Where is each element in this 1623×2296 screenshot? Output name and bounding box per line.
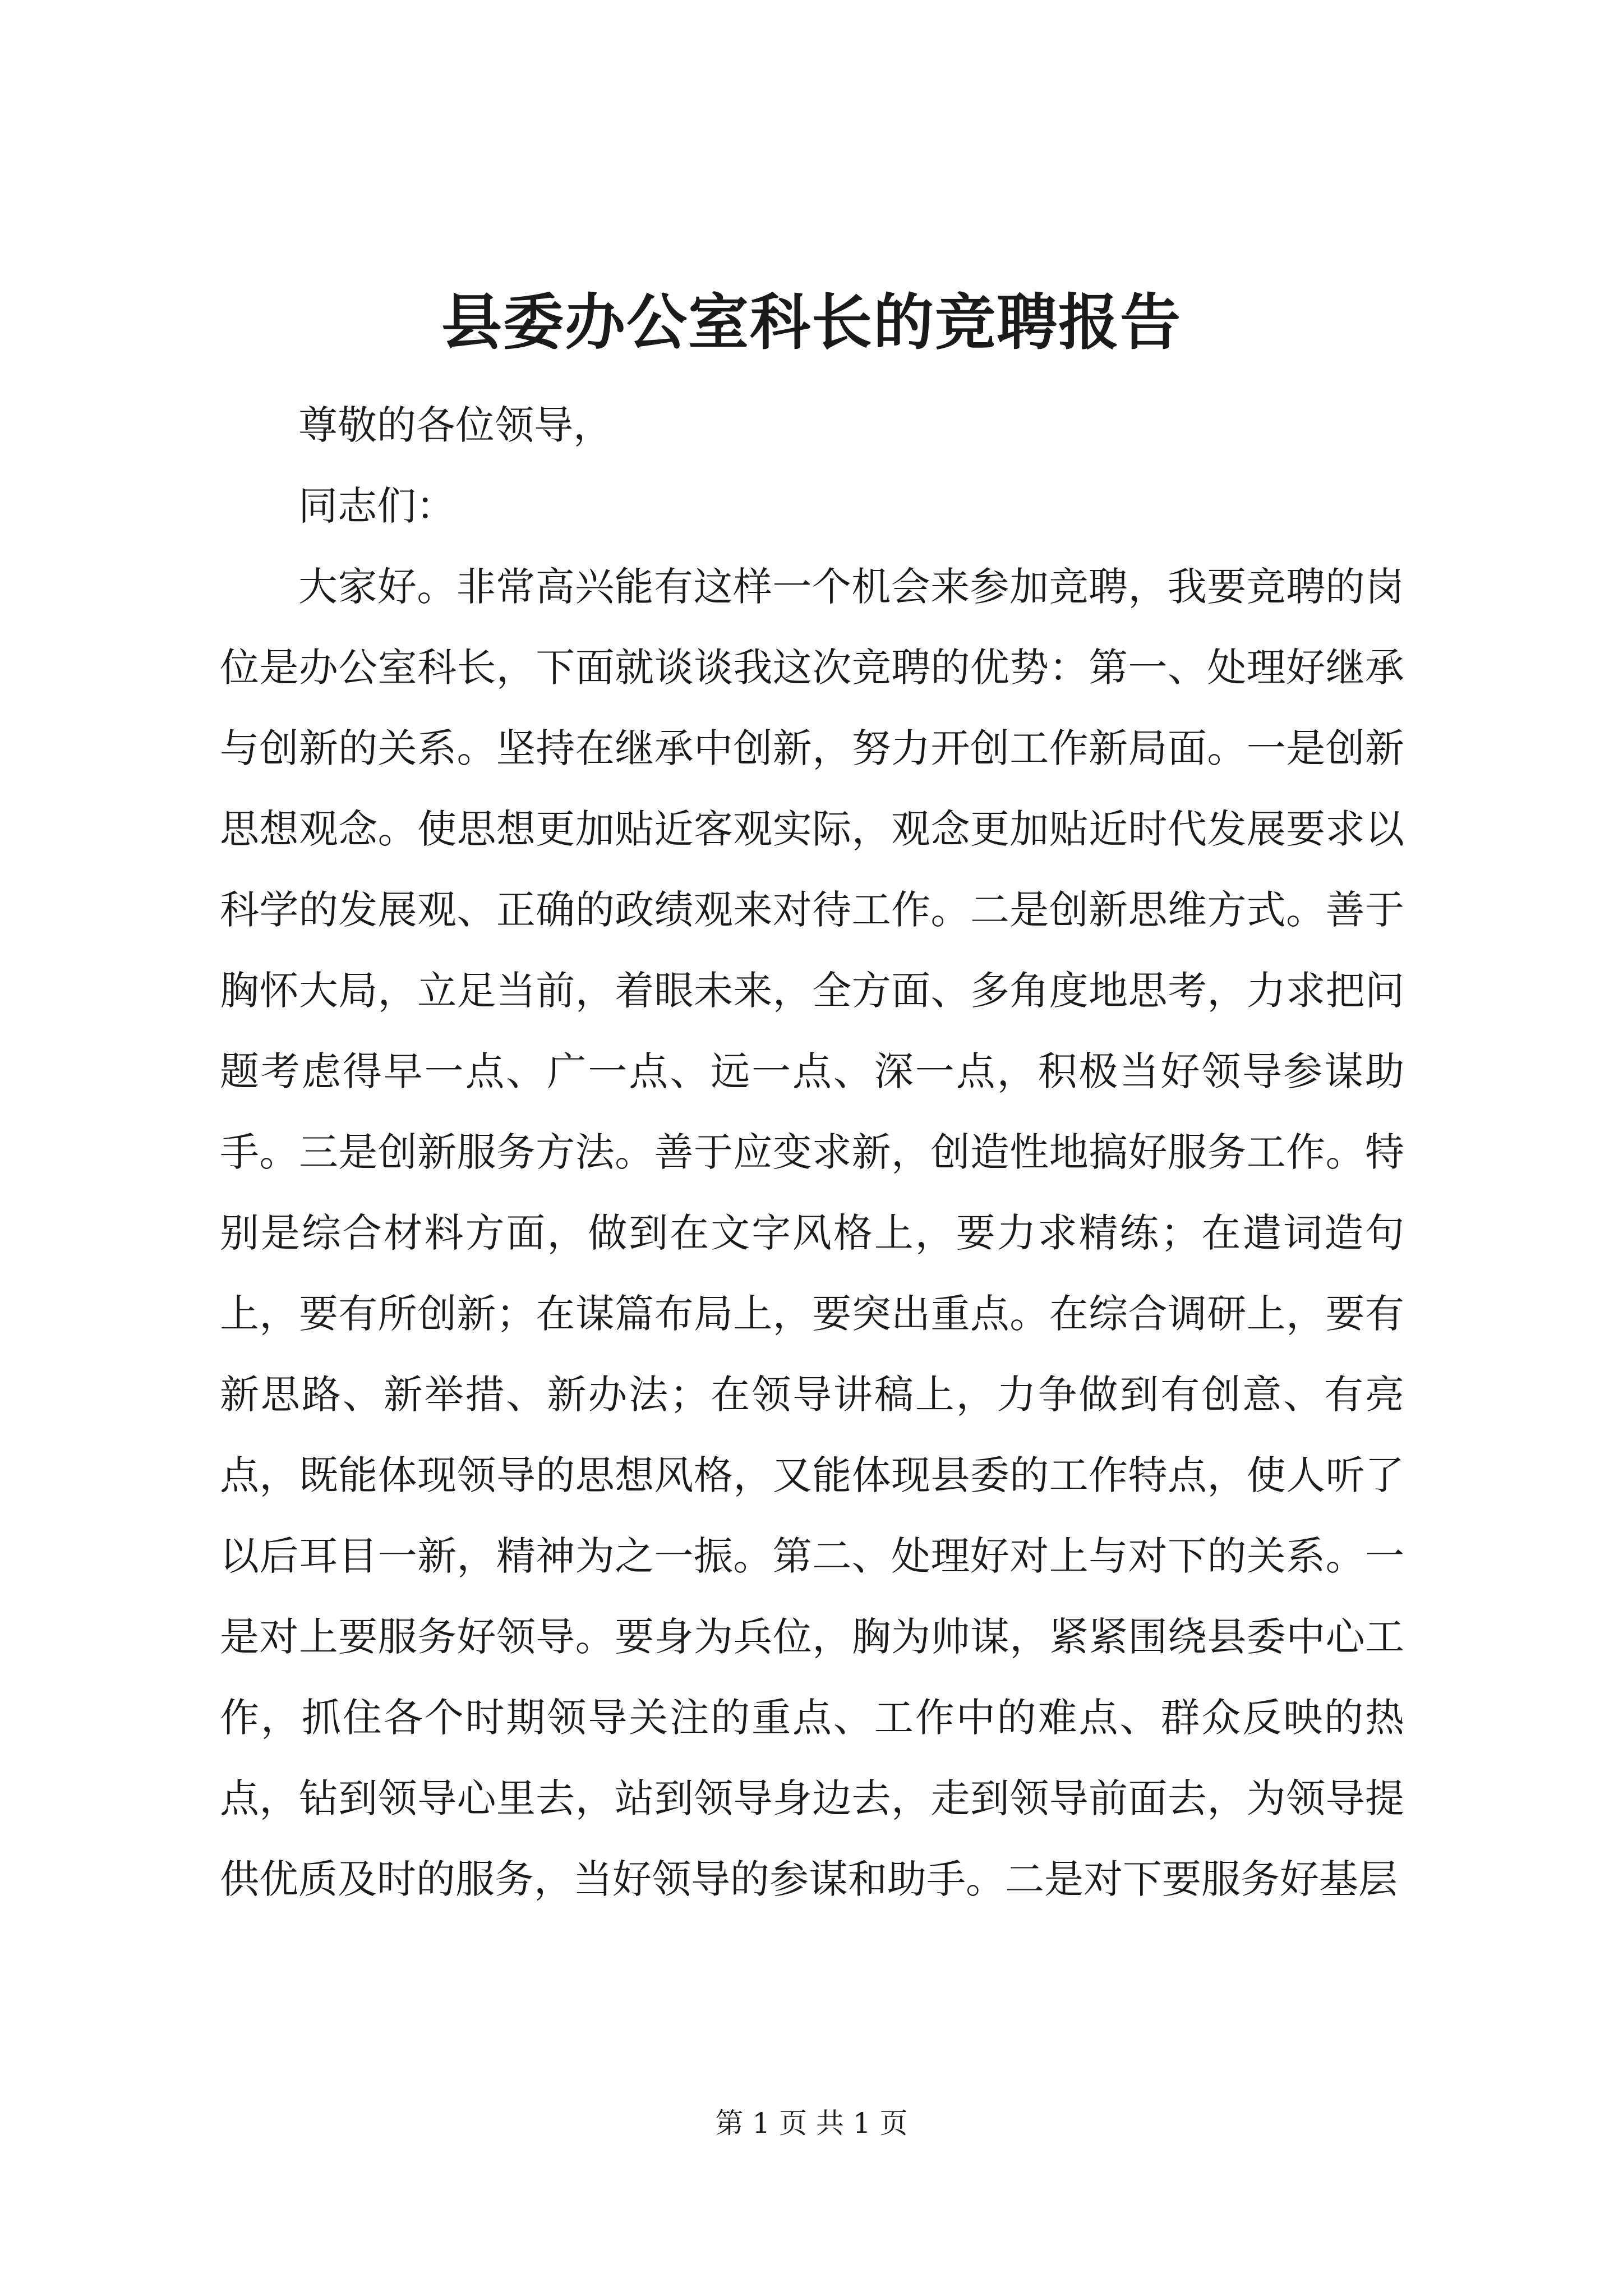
salutation-line: 尊敬的各位领导， [298, 402, 612, 448]
document-title: 县委办公室科长的竞聘报告 [441, 287, 1182, 358]
body-paragraph: 大家好。非常高兴能有这样一个机会来参加竞聘，我要竞聘的岗位是办公室科长，下面就谈谈我这次竞聘的优势：第一、处理好继承与创新的关系。坚持在继承中创新，努力开创工作新局面。一是创新思想观念。使思想更加贴近客观实际，观念更加贴近时代发展要求以科学的发展观、正确的政绩观来对待工作。二是创新思维方式。善于胸怀大局，立足当前，着眼未来，全方面、多角度地思考，力求把问题考虑得早一点、广一点、远一点、深一点，积极当好领导参谋助手。三是创新服务方法。善于应变求新，创造性地搞好服务工作。特别是综合材料方面，做到在文字风格上，要力求精练；在遣词造句上，要有所创新；在谋篇布局上，要突出重点。在综合调研上，要有新思路、新举措、新办法；在领导讲稿上，力争做到有创意、有亮点，既能体现领导的思想风格，又能体现县委的工作特点，使人听了以后耳目一新，精神为之一振。第二、处理好对上与对下的关系。一是对上要服务好领导。要身为兵位，胸为帅谋，紧紧围绕县委中心工作，抓住各个时期领导关注的重点、工作中的难点、群众反映的热点，钻到领导心里去，站到领导身边去，走到领导前面去，为领导提供优质及时的服务，当好领导的参谋和助手。二是对下要服务好基层 [220, 564, 1404, 1902]
salutation-line: 同志们： [298, 483, 455, 529]
document-body [220, 385, 1404, 1920]
page-number-footer: 第 1 页 共 1 页 [715, 2107, 908, 2139]
